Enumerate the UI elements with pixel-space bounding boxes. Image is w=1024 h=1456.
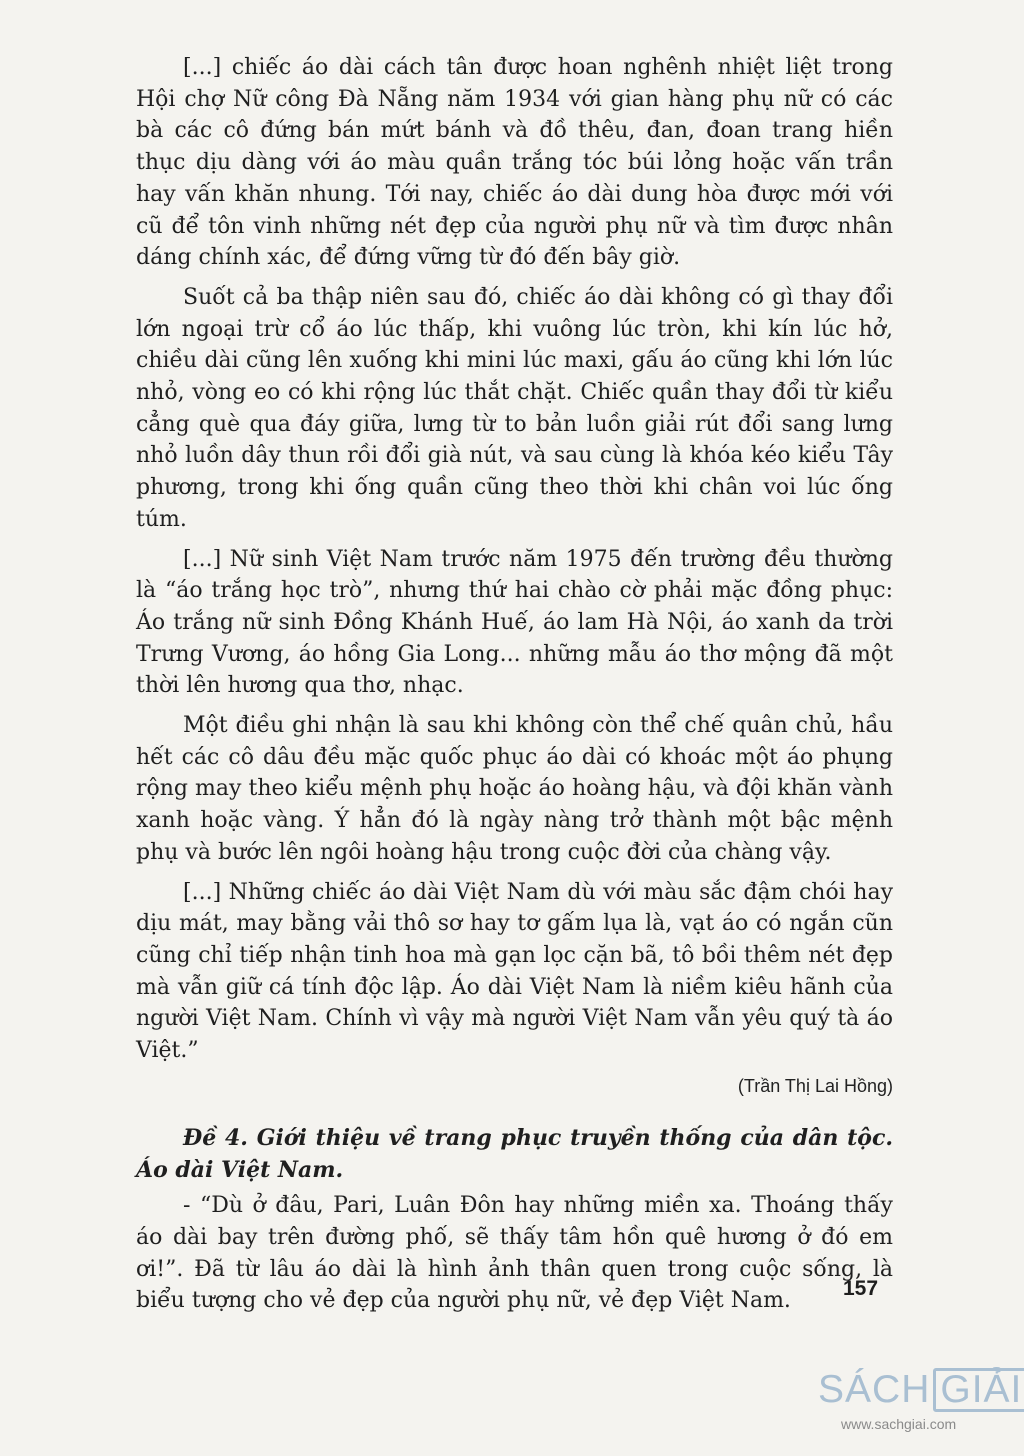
source-attribution: (Trần Thị Lai Hồng) — [737, 1075, 893, 1096]
watermark-text-boxed: GIẢI — [933, 1368, 1024, 1412]
page-number: 157 — [843, 1277, 879, 1300]
page-text — [136, 52, 893, 1325]
paragraph-2: Suốt cả ba thập niên sau đó, chiếc áo dài không có gì thay đổi lớn ngoại trừ cổ áo lúc thấp, khi vuông lúc tròn, khi kín lúc hở, chiều dài cũng lên xuống khi mini lúc maxi, gấu áo cũng khi lớn lúc nhỏ, vòng eo có khi rộng lúc thắt chặt. Chiếc quần thay đổi từ kiểu cẳng què qua đáy giữa, lưng từ to bản luồn giải rút đổi sang lưng nhỏ luồn dây thun rồi đổi già nút, và sau cùng là khóa kéo kiểu Tây phương, trong khi ống quần cũng theo thời khi chân voi lúc ống túm. — [136, 284, 893, 532]
watermark-wordmark — [818, 1368, 1023, 1412]
paragraph-4: Một điều ghi nhận là sau khi không còn thể chế quân chủ, hầu hết các cô dâu đều mặc quốc phục áo dài có khoác một áo phụng rộng may theo kiểu mệnh phụ hoặc áo hoàng hậu, và đội khăn vành xanh hoặc vàng. Ý hẳn đó là ngày nàng trở thành một bậc mệnh phụ và bước lên ngôi hoàng hậu trong cuộc đời của chàng vậy. — [136, 713, 893, 865]
paragraph-3: [...] Nữ sinh Việt Nam trước năm 1975 đến trường đều thường là “áo trắng học trò”, nhưng thứ hai chào cờ phải mặc đồng phục: Áo trắng nữ sinh Đồng Khánh Huế, áo lam Hà Nội, áo xanh da trời Trưng Vương, áo hồng Gia Long... những mẫu áo thơ mộng đã một thời lên hương qua thơ, nhạc. — [136, 546, 893, 699]
watermark-text-left: SÁCH — [818, 1368, 931, 1411]
paragraph-5: [...] Những chiếc áo dài Việt Nam dù với màu sắc đậm chói hay dịu mát, may bằng vải thô sơ hay tơ gấm lụa là, vạt áo có ngắn cũn cũng chỉ tiếp nhận tinh hoa mà gạn lọc cặn bã, tô bồi thêm nét đẹp mà vẫn giữ cá tính độc lập. Áo dài Việt Nam là niềm kiêu hãnh của người Việt Nam. Chính vì vậy mà người Việt Nam vẫn yêu quý tà áo Việt.” — [136, 879, 893, 1064]
section-heading: Đề 4. Giới thiệu về trang phục truyền thống của dân tộc. Áo dài Việt Nam. — [136, 1124, 893, 1183]
paragraph-6: - “Dù ở đâu, Pari, Luân Đôn hay những miền xa. Thoáng thấy áo dài bay trên đường phố, sẽ thấy tâm hồn quê hương ở đó em ơi!”. Đã từ lâu áo dài là hình ảnh thân quen trong cuộc sống, là biểu tượng cho vẻ đẹp của người phụ nữ, vẻ đẹp Việt Nam. — [136, 1193, 893, 1314]
watermark-logo — [818, 1368, 1023, 1448]
paragraph-1: [...] chiếc áo dài cách tân được hoan nghênh nhiệt liệt trong Hội chợ Nữ công Đà Nẵng năm 1934 với gian hàng phụ nữ có các bà các cô đứng bán mứt bánh và đồ thêu, đan, đoan trang hiền thục dịu dàng với áo màu quần trắng tóc búi lỏng hoặc vấn trần hay vấn khăn nhung. Tới nay, chiếc áo dài dung hòa được mới với cũ để tôn vinh những nét đẹp của người phụ nữ và tìm được nhân dáng chính xác, để đứng vững từ đó đến bây giờ. — [136, 55, 893, 271]
watermark-url: www.sachgiai.com — [841, 1416, 957, 1432]
